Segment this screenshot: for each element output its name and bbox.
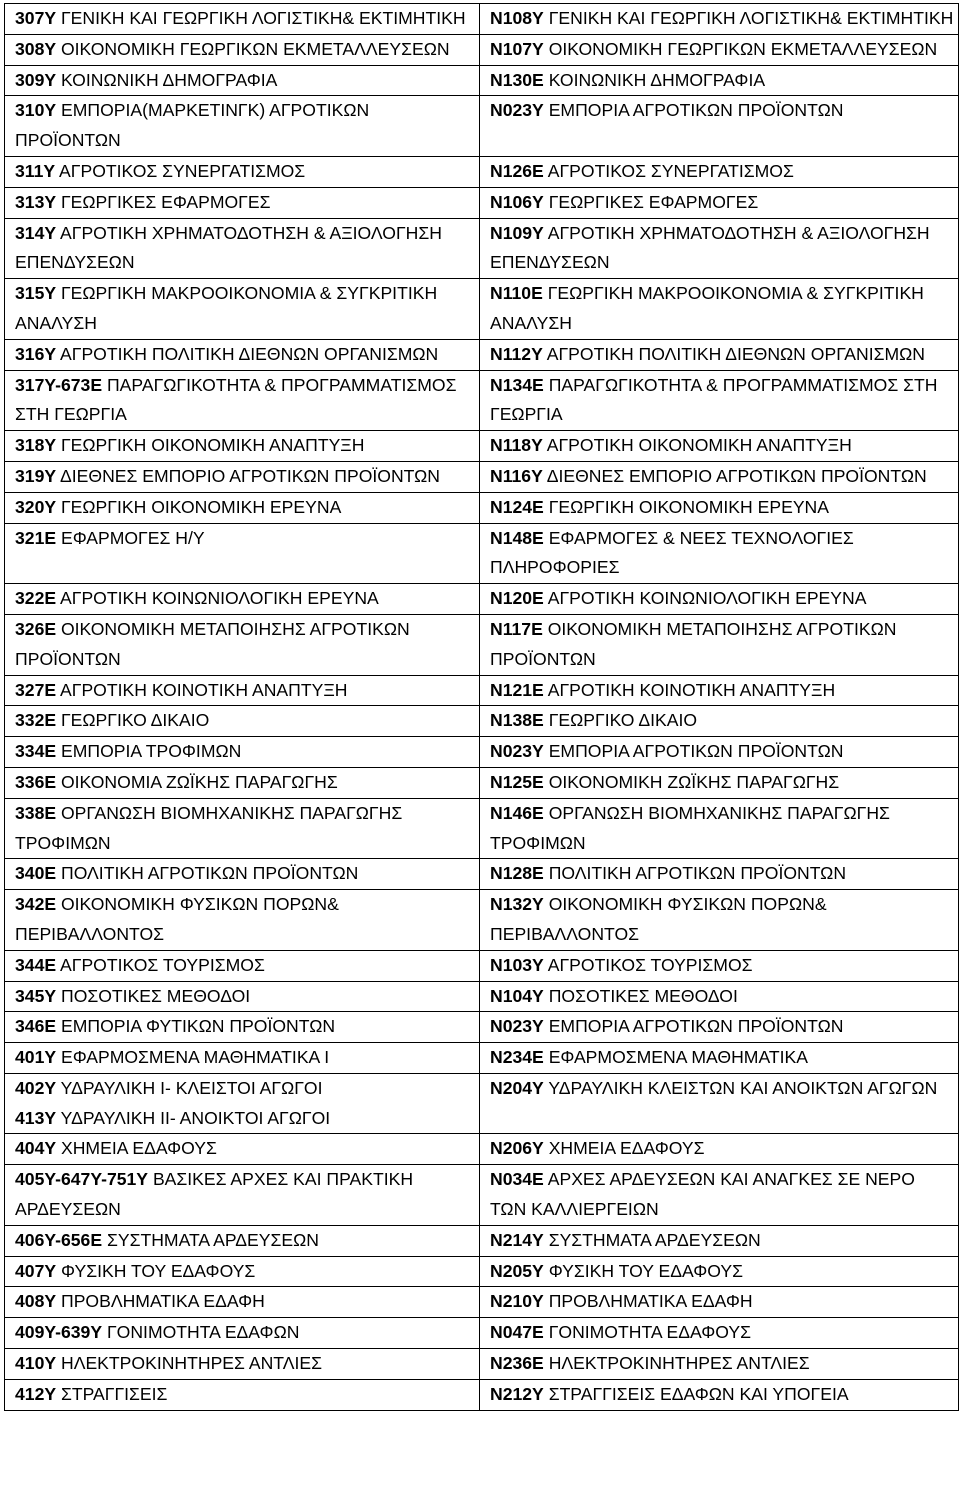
course-title: ΑΓΡΟΤΙΚΗ ΚΟΙΝΩΝΙΟΛΟΓΙΚΗ ΕΡΕΥΝΑ [60,588,379,609]
course-code: 401Υ [15,1047,57,1068]
new-course-cell [480,492,959,523]
old-course-cell [5,584,480,615]
table-row [5,1134,959,1165]
course-code: Ν126Ε [490,160,544,181]
course-title: ΓΕΩΡΓΙΚΗ ΜΑΚΡΟΟΙΚΟΝΟΜΙΑ & ΣΥΓΚΡΙΤΙΚΗ ΑΝΑΛΥΣΗ [15,283,438,333]
old-course-cell [5,675,480,706]
old-course-cell [5,1073,480,1134]
course-title: ΟΙΚΟΝΟΜΙΚΗ ΜΕΤΑΠΟΙΗΣΗΣ ΑΓΡΟΤΙΚΩΝ ΠΡΟΪΟΝΤΩΝ [15,618,410,669]
course-title: ΑΓΡΟΤΙΚΗ ΚΟΙΝΩΝΙΟΛΟΓΙΚΗ ΕΡΕΥΝΑ [547,588,867,609]
old-course-cell [5,218,480,279]
table-row [5,584,959,615]
new-course-cell [480,890,959,951]
course-title: ΑΓΡΟΤΙΚΗ ΚΟΙΝΟΤΙΚΗ ΑΝΑΠΤΥΞΗ [60,679,348,700]
course-title: ΓΕΩΡΓΙΚΟ ΔΙΚΑΙΟ [60,710,210,731]
table-row [5,96,959,157]
course-title: ΑΓΡΟΤΙΚΗ ΧΡΗΜΑΤΟΔΟΤΗΣΗ & ΑΞΙΟΛΟΓΗΣΗ ΕΠΕΝΔΥΣΕΩΝ [490,222,930,273]
course-title: ΟΙΚΟΝΟΜΙΚΗ ΓΕΩΡΓΙΚΩΝ ΕΚΜΕΤΑΛΛΕΥΣΕΩΝ [60,38,450,59]
course-code: 402Υ [15,1077,57,1098]
course-code: 404Υ [15,1138,57,1159]
course-code: Ν023Υ [490,1016,544,1037]
course-title: ΠΡΟΒΛΗΜΑΤΙΚΑ ΕΔΑΦΗ [548,1291,753,1312]
course-title: ΓΕΩΡΓΙΚΗ ΟΙΚΟΝΟΜΙΚΗ ΕΡΕΥΝΑ [60,496,342,517]
table-row [5,675,959,706]
course-code: 326Ε [15,618,57,639]
old-course-cell [5,1349,480,1380]
course-title: ΑΓΡΟΤΙΚΟΣ ΤΟΥΡΙΣΜΟΣ [547,954,753,975]
course-code: 346Ε [15,1016,57,1037]
course-title: ΓΕΩΡΓΙΚΗ ΟΙΚΟΝΟΜΙΚΗ ΕΡΕΥΝΑ [548,496,830,517]
course-code: Ν148Ε [490,527,544,548]
course-code: 321Ε [15,527,57,548]
table-row [5,65,959,96]
course-title: ΓΕΩΡΓΙΚΕΣ ΕΦΑΡΜΟΓΕΣ [548,191,759,212]
course-code: Ν146Ε [490,802,544,823]
course-code: 316Υ [15,343,57,364]
table-row [5,1256,959,1287]
course-code: 317Υ-673Ε [15,374,103,395]
old-course-cell [5,1012,480,1043]
course-code: 340Ε [15,863,57,884]
table-row [5,1043,959,1074]
table-row [5,492,959,523]
new-course-cell [480,1043,959,1074]
new-course-cell [480,279,959,340]
course-title: ΑΓΡΟΤΙΚΟΣ ΣΥΝΕΡΓΑΤΙΣΜΟΣ [59,160,306,181]
course-title: ΠΟΛΙΤΙΚΗ ΑΓΡΟΤΙΚΩΝ ΠΡΟΪΟΝΤΩΝ [60,863,359,884]
course-title: ΔΙΕΘΝΕΣ ΕΜΠΟΡΙΟ ΑΓΡΟΤΙΚΩΝ ΠΡΟΪΟΝΤΩΝ [60,465,440,486]
course-code: 406Υ-656Ε [15,1229,103,1250]
new-course-cell [480,96,959,157]
new-course-cell [480,706,959,737]
course-title: ΕΦΑΡΜΟΣΜΕΝΑ ΜΑΘΗΜΑΤΙΚΑ Ι [60,1047,330,1068]
course-code: Ν134Ε [490,374,544,395]
old-course-cell [5,767,480,798]
table-row [5,218,959,279]
new-course-cell [480,218,959,279]
new-course-cell [480,461,959,492]
table-row [5,798,959,859]
course-code: Ν236Ε [490,1353,544,1374]
course-code: Ν138Ε [490,710,544,731]
new-course-cell [480,675,959,706]
course-title: ΧΗΜΕΙΑ ΕΔΑΦΟΥΣ [60,1138,217,1159]
new-course-cell [480,1318,959,1349]
course-title: ΓΕΩΡΓΙΚΗ ΜΑΚΡΟΟΙΚΟΝΟΜΙΑ & ΣΥΓΚΡΙΤΙΚΗ ΑΝΑΛΥΣΗ [490,283,924,333]
course-title: ΠΡΟΒΛΗΜΑΤΙΚΑ ΕΔΑΦΗ [60,1291,265,1312]
table-row [5,1225,959,1256]
old-course-cell [5,34,480,65]
table-row [5,1287,959,1318]
old-course-cell [5,187,480,218]
course-code: 320Υ [15,496,57,517]
course-title: ΑΓΡΟΤΙΚΗ ΚΟΙΝΟΤΙΚΗ ΑΝΑΠΤΥΞΗ [547,679,836,700]
course-code: 405Υ-647Υ-751Υ [15,1169,149,1190]
table-row [5,187,959,218]
table-row [5,981,959,1012]
course-title: ΦΥΣΙΚΗ ΤΟΥ ΕΔΑΦΟΥΣ [548,1260,743,1281]
course-title: ΠΑΡΑΓΩΓΙΚΟΤΗΤΑ & ΠΡΟΓΡΑΜΜΑΤΙΣΜΟΣ ΣΤΗ ΓΕΩΡΓΙΑ [15,374,457,425]
new-course-cell [480,339,959,370]
course-code: Ν130Ε [490,69,544,90]
table-row [5,339,959,370]
table-row [5,431,959,462]
course-code: 344Ε [15,954,57,975]
course-code: 315Υ [15,283,57,304]
table-row [5,859,959,890]
course-title: ΟΙΚΟΝΟΜΙΚΗ ΜΕΤΑΠΟΙΗΣΗΣ ΑΓΡΟΤΙΚΩΝ ΠΡΟΪΟΝΤΩΝ [490,618,897,669]
course-code: Ν110Ε [490,283,543,304]
course-code: 310Υ [15,100,57,121]
course-title: ΟΡΓΑΝΩΣΗ ΒΙΟΜΗΧΑΝΙΚΗΣ ΠΑΡΑΓΩΓΗΣ ΤΡΟΦΙΜΩΝ [490,802,890,853]
course-title: ΟΙΚΟΝΟΜΙΚΗ ΖΩΪΚΗΣ ΠΑΡΑΓΩΓΗΣ [548,771,840,792]
course-code: Ν125Ε [490,771,544,792]
course-title: ΕΜΠΟΡΙΑ(ΜΑΡΚΕΤΙΝΓΚ) ΑΓΡΟΤΙΚΩΝ ΠΡΟΪΟΝΤΩΝ [15,100,370,151]
old-course-cell [5,1318,480,1349]
course-title: ΓΕΩΡΓΙΚΕΣ ΕΦΑΡΜΟΓΕΣ [60,191,271,212]
table-row [5,950,959,981]
course-title: ΟΙΚΟΝΟΜΙΚΗ ΦΥΣΙΚΩΝ ΠΟΡΩΝ& ΠΕΡΙΒΑΛΛΟΝΤΟΣ [15,894,339,944]
course-code: Ν204Υ [490,1077,544,1098]
course-code: Ν210Υ [490,1291,544,1312]
course-code: Ν107Υ [490,38,544,59]
course-title: ΔΙΕΘΝΕΣ ΕΜΠΟΡΙΟ ΑΓΡΟΤΙΚΩΝ ΠΡΟΪΟΝΤΩΝ [546,465,927,486]
course-code: 309Υ [15,69,57,90]
course-code: 336Ε [15,771,57,792]
course-code: 322Ε [15,588,57,609]
new-course-cell [480,614,959,675]
course-title: ΚΟΙΝΩΝΙΚΗ ΔΗΜΟΓΡΑΦΙΑ [548,69,766,90]
new-course-cell [480,1349,959,1380]
course-code: Ν104Υ [490,985,544,1006]
course-code: Ν116Υ [490,465,543,486]
old-course-cell [5,370,480,431]
course-code: 342Ε [15,894,57,915]
course-title: ΕΦΑΡΜΟΣΜΕΝΑ ΜΑΘΗΜΑΤΙΚΑ [548,1047,808,1068]
new-course-cell [480,1012,959,1043]
table-row [5,767,959,798]
new-course-cell [480,156,959,187]
course-title: ΓΕΩΡΓΙΚΗ ΟΙΚΟΝΟΜΙΚΗ ΑΝΑΠΤΥΞΗ [60,435,365,456]
course-title: ΕΜΠΟΡΙΑ ΤΡΟΦΙΜΩΝ [60,741,242,762]
course-title: ΓΟΝΙΜΟΤΗΤΑ ΕΔΑΦΟΥΣ [548,1322,752,1343]
course-title: ΑΓΡΟΤΙΚΗ ΠΟΛΙΤΙΚΗ ΔΙΕΘΝΩΝ ΟΡΓΑΝΙΣΜΩΝ [546,343,925,364]
table-row [5,1379,959,1410]
table-row [5,614,959,675]
course-title: ΠΑΡΑΓΩΓΙΚΟΤΗΤΑ & ΠΡΟΓΡΑΜΜΑΤΙΣΜΟΣ ΣΤΗ ΓΕΩΡΓΙΑ [490,374,938,425]
new-course-cell [480,4,959,35]
new-course-cell [480,1379,959,1410]
course-code: Ν047Ε [490,1322,544,1343]
course-code: Ν234Ε [490,1047,544,1068]
course-title: ΓΕΩΡΓΙΚΟ ΔΙΚΑΙΟ [548,710,698,731]
old-course-cell [5,737,480,768]
course-code: 308Υ [15,38,57,59]
course-code: 413Υ [15,1107,57,1128]
new-course-cell [480,370,959,431]
course-code: Ν103Υ [490,954,544,975]
old-course-cell [5,706,480,737]
table-row [5,34,959,65]
old-course-cell [5,461,480,492]
new-course-cell [480,859,959,890]
new-course-cell [480,1225,959,1256]
course-title: ΑΓΡΟΤΙΚΗ ΟΙΚΟΝΟΜΙΚΗ ΑΝΑΠΤΥΞΗ [546,435,852,456]
course-code: 311Υ [15,160,56,181]
course-title: ΕΜΠΟΡΙΑ ΑΓΡΟΤΙΚΩΝ ΠΡΟΪΟΝΤΩΝ [548,100,844,121]
course-code: Ν205Υ [490,1260,544,1281]
course-title: ΣΤΡΑΓΓΙΣΕΙΣ [60,1383,168,1404]
old-course-cell [5,614,480,675]
old-course-cell [5,1287,480,1318]
old-course-cell [5,431,480,462]
new-course-cell [480,523,959,584]
course-title: ΑΓΡΟΤΙΚΟΣ ΤΟΥΡΙΣΜΟΣ [60,954,265,975]
course-title: ΟΙΚΟΝΟΜΙΚΗ ΦΥΣΙΚΩΝ ΠΟΡΩΝ& ΠΕΡΙΒΑΛΛΟΝΤΟΣ [490,894,827,944]
old-course-cell [5,1256,480,1287]
course-code: 345Υ [15,985,57,1006]
old-course-cell [5,890,480,951]
course-title: ΠΟΣΟΤΙΚΕΣ ΜΕΘΟΔΟΙ [548,985,738,1006]
table-row [5,4,959,35]
course-title: ΑΡΧΕΣ ΑΡΔΕΥΣΕΩΝ ΚΑΙ ΑΝΑΓΚΕΣ ΣΕ ΝΕΡΟ ΤΩΝ ΚΑΛΛΙΕΡΓΕΙΩΝ [490,1169,915,1220]
old-course-cell [5,859,480,890]
old-course-cell [5,950,480,981]
course-title: ΕΜΠΟΡΙΑ ΑΓΡΟΤΙΚΩΝ ΠΡΟΪΟΝΤΩΝ [548,741,844,762]
old-course-cell [5,1134,480,1165]
course-code: Ν023Υ [490,100,544,121]
old-course-cell [5,1165,480,1226]
table-row [5,370,959,431]
course-code: Ν212Υ [490,1383,544,1404]
course-title: ΦΥΣΙΚΗ ΤΟΥ ΕΔΑΦΟΥΣ [60,1260,256,1281]
old-course-cell [5,65,480,96]
old-course-cell [5,1225,480,1256]
old-course-cell [5,339,480,370]
course-code: 327Ε [15,679,57,700]
course-equivalence-table [4,3,959,1411]
old-course-cell [5,4,480,35]
new-course-cell [480,737,959,768]
new-course-cell [480,65,959,96]
table-row [5,279,959,340]
course-code: Ν120Ε [490,588,544,609]
new-course-cell [480,1165,959,1226]
new-course-cell [480,1134,959,1165]
old-course-cell [5,156,480,187]
course-title: ΒΑΣΙΚΕΣ ΑΡΧΕΣ ΚΑΙ ΠΡΑΚΤΙΚΗ ΑΡΔΕΥΣΕΩΝ [15,1169,414,1220]
new-course-cell [480,1256,959,1287]
old-course-cell [5,798,480,859]
new-course-cell [480,584,959,615]
course-code: Ν121Ε [490,679,544,700]
course-code: 307Υ [15,8,57,28]
course-code: Ν206Υ [490,1138,544,1159]
course-title: ΧΗΜΕΙΑ ΕΔΑΦΟΥΣ [548,1138,705,1159]
course-code: 408Υ [15,1291,57,1312]
course-title: ΕΜΠΟΡΙΑ ΑΓΡΟΤΙΚΩΝ ΠΡΟΪΟΝΤΩΝ [548,1016,844,1037]
course-title: ΕΜΠΟΡΙΑ ΦΥΤΙΚΩΝ ΠΡΟΪΟΝΤΩΝ [60,1016,336,1037]
course-title: ΑΓΡΟΤΙΚΗ ΠΟΛΙΤΙΚΗ ΔΙΕΘΝΩΝ ΟΡΓΑΝΙΣΜΩΝ [60,343,439,364]
new-course-cell [480,1073,959,1134]
old-course-cell [5,981,480,1012]
course-title: ΓΕΝΙΚΗ ΚΑΙ ΓΕΩΡΓΙΚΗ ΛΟΓΙΣΤΙΚΗ& ΕΚΤΙΜΗΤΙΚΗ [60,8,466,28]
course-code: Ν117Ε [490,618,543,639]
course-code: 318Υ [15,435,57,456]
course-title: ΥΔΡΑΥΛΙΚΗ ΚΛΕΙΣΤΩΝ ΚΑΙ ΑΝΟΙΚΤΩΝ ΑΓΩΓΩΝ [548,1077,938,1098]
course-title: ΗΛΕΚΤΡΟΚΙΝΗΤΗΡΕΣ ΑΝΤΛΙΕΣ [60,1353,322,1374]
course-code: 410Υ [15,1353,57,1374]
new-course-cell [480,950,959,981]
new-course-cell [480,431,959,462]
new-course-cell [480,798,959,859]
course-title: ΑΓΡΟΤΙΚΗ ΧΡΗΜΑΤΟΔΟΤΗΣΗ & ΑΞΙΟΛΟΓΗΣΗ ΕΠΕΝΔΥΣΕΩΝ [15,222,442,273]
course-code: Ν023Υ [490,741,544,762]
old-course-cell [5,279,480,340]
course-title: ΥΔΡΑΥΛΙΚΗ ΙΙ- ΑΝΟΙΚΤΟΙ ΑΓΩΓΟΙ [60,1107,331,1128]
table-row [5,523,959,584]
course-title: ΚΟΙΝΩΝΙΚΗ ΔΗΜΟΓΡΑΦΙΑ [60,69,278,90]
course-code: Ν124Ε [490,496,544,517]
new-course-cell [480,767,959,798]
table-row [5,156,959,187]
course-title: ΣΥΣΤΗΜΑΤΑ ΑΡΔΕΥΣΕΩΝ [106,1229,319,1250]
course-title: ΑΓΡΟΤΙΚΟΣ ΣΥΝΕΡΓΑΤΙΣΜΟΣ [547,160,794,181]
course-code: Ν132Υ [490,894,544,915]
old-course-cell [5,492,480,523]
course-title: ΕΦΑΡΜΟΓΕΣ Η/Υ [60,527,205,548]
course-title: ΣΥΣΤΗΜΑΤΑ ΑΡΔΕΥΣΕΩΝ [548,1229,761,1250]
course-code: 319Υ [15,465,57,486]
course-code: 407Υ [15,1260,57,1281]
course-code: Ν108Υ [490,8,544,28]
course-code: Ν112Υ [490,343,543,364]
course-rows [5,4,959,1411]
course-code: 409Υ-639Υ [15,1322,103,1343]
new-course-cell [480,187,959,218]
old-course-cell [5,96,480,157]
course-title: ΕΦΑΡΜΟΓΕΣ & ΝΕΕΣ ΤΕΧΝΟΛΟΓΙΕΣ ΠΛΗΡΟΦΟΡΙΕΣ [490,527,854,578]
course-title: ΠΟΛΙΤΙΚΗ ΑΓΡΟΤΙΚΩΝ ΠΡΟΪΟΝΤΩΝ [548,863,847,884]
course-code: Ν128Ε [490,863,544,884]
course-code: Ν034Ε [490,1169,544,1190]
course-title: ΣΤΡΑΓΓΙΣΕΙΣ ΕΔΑΦΩΝ ΚΑΙ ΥΠΟΓΕΙΑ [548,1383,849,1404]
course-title: ΥΔΡΑΥΛΙΚΗ Ι- ΚΛΕΙΣΤΟΙ ΑΓΩΓΟΙ [60,1077,323,1098]
course-title: ΗΛΕΚΤΡΟΚΙΝΗΤΗΡΕΣ ΑΝΤΛΙΕΣ [548,1353,810,1374]
course-code: Ν118Υ [490,435,543,456]
new-course-cell [480,34,959,65]
table-row [5,1073,959,1134]
table-row [5,1012,959,1043]
course-code: 332Ε [15,710,57,731]
old-course-cell [5,1379,480,1410]
course-code: 313Υ [15,191,57,212]
course-title: ΟΡΓΑΝΩΣΗ ΒΙΟΜΗΧΑΝΙΚΗΣ ΠΑΡΑΓΩΓΗΣ ΤΡΟΦΙΜΩΝ [15,802,403,853]
old-course-cell [5,523,480,584]
course-code: 338Ε [15,802,57,823]
course-title: ΓΟΝΙΜΟΤΗΤΑ ΕΔΑΦΩΝ [106,1322,300,1343]
course-code: 314Υ [15,222,57,243]
new-course-cell [480,1287,959,1318]
course-code: Ν214Υ [490,1229,544,1250]
course-title: ΠΟΣΟΤΙΚΕΣ ΜΕΘΟΔΟΙ [60,985,251,1006]
table-row [5,1318,959,1349]
new-course-cell [480,981,959,1012]
course-code: 334Ε [15,741,57,762]
table-row [5,1349,959,1380]
table-row [5,461,959,492]
course-code: Ν106Υ [490,191,544,212]
table-row [5,890,959,951]
course-title: ΟΙΚΟΝΟΜΙΚΗ ΓΕΩΡΓΙΚΩΝ ΕΚΜΕΤΑΛΛΕΥΣΕΩΝ [548,38,938,59]
table-row [5,706,959,737]
course-code: 412Υ [15,1383,57,1404]
table-row [5,737,959,768]
old-course-cell [5,1043,480,1074]
course-code: Ν109Υ [490,222,544,243]
table-row [5,1165,959,1226]
course-title: ΓΕΝΙΚΗ ΚΑΙ ΓΕΩΡΓΙΚΗ ΛΟΓΙΣΤΙΚΗ& ΕΚΤΙΜΗΤΙΚΗ [548,8,954,28]
course-title: ΟΙΚΟΝΟΜΙΑ ΖΩΪΚΗΣ ΠΑΡΑΓΩΓΗΣ [60,771,338,792]
